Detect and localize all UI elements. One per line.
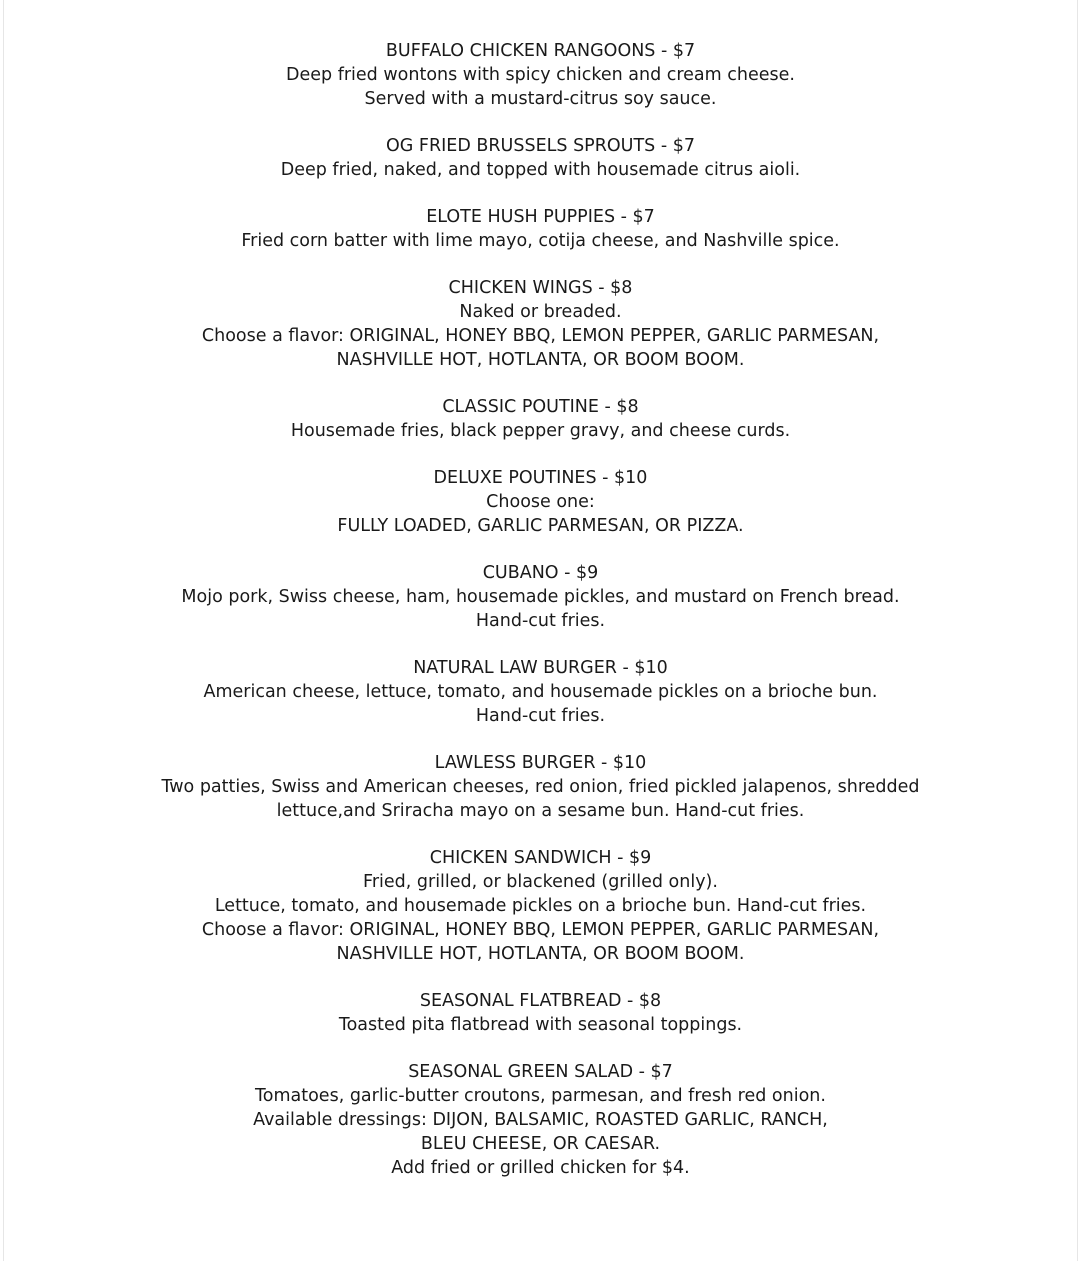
- menu-item-title: OG FRIED BRUSSELS SPROUTS - $7: [386, 136, 695, 156]
- menu-item-description-line: Choose a flavor: ORIGINAL, HONEY BBQ, LEMON PEPPER, GARLIC PARMESAN,: [201, 920, 880, 940]
- menu-item-description-line: Lettuce, tomato, and housemade pickles on a brioche bun. Hand-cut fries.: [214, 896, 867, 916]
- menu-item: [4, 276, 1077, 372]
- menu-item-description-line: Housemade fries, black pepper gravy, and cheese curds.: [290, 421, 791, 441]
- menu-item-description-line: Mojo pork, Swiss cheese, ham, housemade pickles, and mustard on French bread.: [181, 587, 900, 607]
- menu-item-description-line: Deep fried, naked, and topped with housemade citrus aioli.: [280, 160, 801, 180]
- menu-item-description-line: Naked or breaded.: [459, 302, 622, 322]
- menu-item: [4, 205, 1077, 253]
- menu-item-description-line: lettuce,and Sriracha mayo on a sesame bun. Hand-cut fries.: [276, 801, 805, 821]
- menu-item-description-line: Toasted pita flatbread with seasonal toppings.: [338, 1015, 743, 1035]
- menu-item-title: SEASONAL GREEN SALAD - $7: [408, 1062, 673, 1082]
- menu-item-title: DELUXE POUTINES - $10: [433, 468, 648, 488]
- menu-item-description-line: Deep fried wontons with spicy chicken and cream cheese.: [286, 65, 795, 85]
- menu-item-title: CUBANO - $9: [482, 563, 599, 583]
- menu-item-description-line: Served with a mustard-citrus soy sauce.: [364, 89, 717, 109]
- menu-page: [3, 0, 1078, 1261]
- menu-item: [4, 989, 1077, 1037]
- menu-item-description-line: Fried corn batter with lime mayo, cotija cheese, and Nashville spice.: [241, 231, 840, 251]
- menu-item-description-line: Fried, grilled, or blackened (grilled only).: [363, 872, 718, 892]
- menu-item-title: SEASONAL FLATBREAD - $8: [419, 991, 662, 1011]
- menu-item-description-line: Hand-cut fries.: [475, 706, 606, 726]
- menu-item-description-line: FULLY LOADED, GARLIC PARMESAN, OR PIZZA.: [337, 516, 744, 536]
- menu-item-description-line: Available dressings: DIJON, BALSAMIC, ROASTED GARLIC, RANCH,: [253, 1110, 828, 1130]
- menu-item-description-line: NASHVILLE HOT, HOTLANTA, OR BOOM BOOM.: [336, 350, 745, 370]
- menu-item-title: CHICKEN SANDWICH - $9: [429, 848, 652, 868]
- menu-item-description-line: BLEU CHEESE, OR CAESAR.: [420, 1134, 661, 1154]
- menu-item-description-line: Hand-cut fries.: [475, 611, 606, 631]
- menu-item: [4, 846, 1077, 966]
- menu-item-title: CHICKEN WINGS - $8: [448, 278, 633, 298]
- menu-item-description-line: American cheese, lettuce, tomato, and housemade pickles on a brioche bun.: [203, 682, 878, 702]
- menu-item-description-line: Choose one:: [486, 492, 595, 512]
- menu-item-title: NATURAL LAW BURGER - $10: [413, 658, 668, 678]
- menu-item: [4, 561, 1077, 633]
- menu-item-title: CLASSIC POUTINE - $8: [442, 397, 639, 417]
- menu-item-description-line: NASHVILLE HOT, HOTLANTA, OR BOOM BOOM.: [336, 944, 745, 964]
- menu-item: [4, 466, 1077, 538]
- menu-item-title: LAWLESS BURGER - $10: [434, 753, 647, 773]
- menu-item-description-line: Add fried or grilled chicken for $4.: [391, 1158, 690, 1178]
- menu-item-description-line: Two patties, Swiss and American cheeses, red onion, fried pickled jalapenos, shredded: [161, 777, 920, 797]
- menu-item-title: BUFFALO CHICKEN RANGOONS - $7: [385, 41, 696, 61]
- menu-item: [4, 751, 1077, 823]
- menu-item: [4, 39, 1077, 111]
- menu-item: [4, 395, 1077, 443]
- menu-list: [4, 39, 1077, 1203]
- menu-item: [4, 134, 1077, 182]
- menu-item-title: ELOTE HUSH PUPPIES - $7: [426, 207, 655, 227]
- menu-item-description-line: Choose a flavor: ORIGINAL, HONEY BBQ, LEMON PEPPER, GARLIC PARMESAN,: [201, 326, 880, 346]
- menu-item: [4, 1060, 1077, 1180]
- menu-item: [4, 656, 1077, 728]
- menu-item-description-line: Tomatoes, garlic-butter croutons, parmesan, and fresh red onion.: [255, 1086, 826, 1106]
